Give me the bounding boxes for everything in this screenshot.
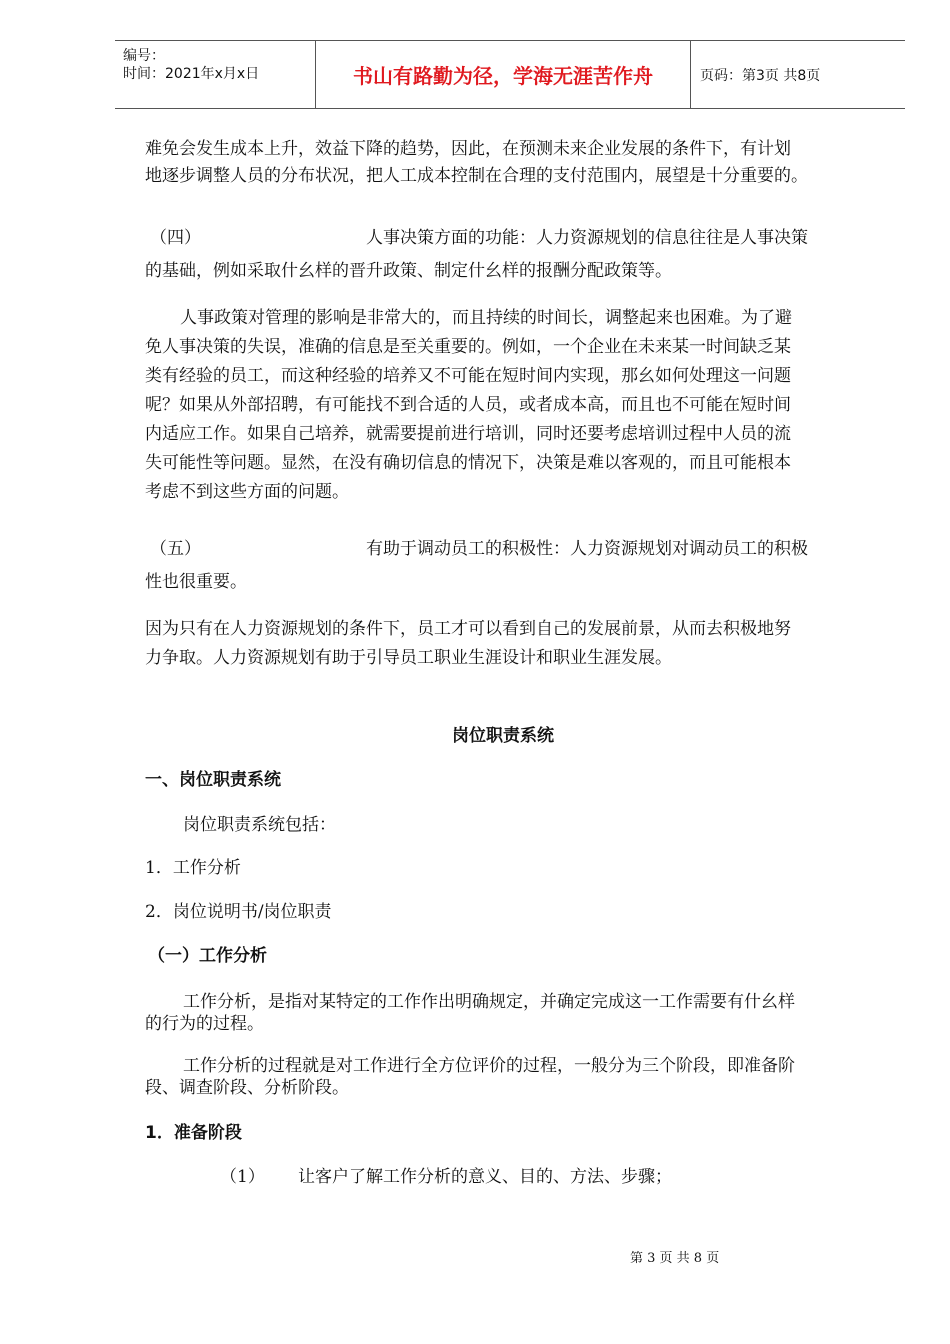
paragraph-line: 免人事决策的失误，准确的信息是至关重要的。例如，一个企业在未来某一时间缺乏某 xyxy=(145,337,791,357)
paragraph-line: 工作分析，是指对某特定的工作作出明确规定，并确定完成这一工作需要有什幺样 xyxy=(183,992,795,1012)
page-header xyxy=(115,40,905,109)
paragraph-line: 工作分析的过程就是对工作进行全方位评价的过程，一般分为三个阶段，即准备阶 xyxy=(183,1056,795,1076)
paragraph-line: 难免会发生成本上升，效益下降的趋势，因此，在预测未来企业发展的条件下，有计划 xyxy=(145,139,791,159)
paragraph-line: 内适应工作。如果自己培养，就需要提前进行培训，同时还要考虑培训过程中人员的流 xyxy=(145,424,791,444)
paragraph-line: 考虑不到这些方面的问题。 xyxy=(145,482,349,502)
heading-1: 一、岗位职责系统 xyxy=(145,770,281,790)
paragraph-line: 性也很重要。 xyxy=(145,572,247,592)
section-heading-line: 有助于调动员工的积极性：人力资源规划对调动员工的积极 xyxy=(366,539,808,559)
paragraph-line: 人事政策对管理的影响是非常大的，而且持续的时间长，调整起来也困难。为了避 xyxy=(180,308,792,328)
header-page-info: 页码：第3页 共8页 xyxy=(700,67,821,84)
header-motto: 书山有路勤为径，学海无涯苦作舟 xyxy=(315,41,691,108)
paragraph-line: 力争取。人力资源规划有助于引导员工职业生涯设计和职业生涯发展。 xyxy=(145,648,672,668)
list-item: 1．工作分析 xyxy=(145,858,241,878)
section-number: （五） xyxy=(150,539,201,559)
paragraph-line: 失可能性等问题。显然，在没有确切信息的情况下，决策是难以客观的，而且可能根本 xyxy=(145,453,791,473)
list-item: 2．岗位说明书/岗位职责 xyxy=(145,902,332,922)
number-label: 编号： xyxy=(123,48,165,64)
paragraph-line: 的行为的过程。 xyxy=(145,1014,264,1034)
paragraph-line: 岗位职责系统包括： xyxy=(183,815,336,835)
paragraph-line: 呢？如果从外部招聘，有可能找不到合适的人员，或者成本高，而且也不可能在短时间 xyxy=(145,395,791,415)
time-label: 时间：2021年x月x日 xyxy=(123,66,260,82)
heading-3: 1．准备阶段 xyxy=(145,1123,242,1143)
paragraph-line: 地逐步调整人员的分布状况，把人工成本控制在合理的支付范围内，展望是十分重要的。 xyxy=(145,166,808,186)
section-heading-line: 人事决策方面的功能：人力资源规划的信息往往是人事决策 xyxy=(366,228,808,248)
heading-2: （一）工作分析 xyxy=(148,946,267,966)
section-number: （四） xyxy=(150,228,201,248)
step-number: （1） xyxy=(220,1167,265,1187)
header-meta xyxy=(115,41,315,108)
paragraph-line: 的基础，例如采取什幺样的晋升政策、制定什幺样的报酬分配政策等。 xyxy=(145,261,672,281)
document-title: 岗位职责系统 xyxy=(452,726,554,746)
paragraph-line: 段、调查阶段、分析阶段。 xyxy=(145,1078,349,1098)
page-footer: 第 3 页 共 8 页 xyxy=(630,1251,720,1266)
paragraph-line: 类有经验的员工，而这种经验的培养又不可能在短时间内实现，那幺如何处理这一问题 xyxy=(145,366,791,386)
paragraph-line: 因为只有在人力资源规划的条件下，员工才可以看到自己的发展前景，从而去积极地努 xyxy=(145,619,791,639)
step-text: 让客户了解工作分析的意义、目的、方法、步骤； xyxy=(298,1167,672,1187)
